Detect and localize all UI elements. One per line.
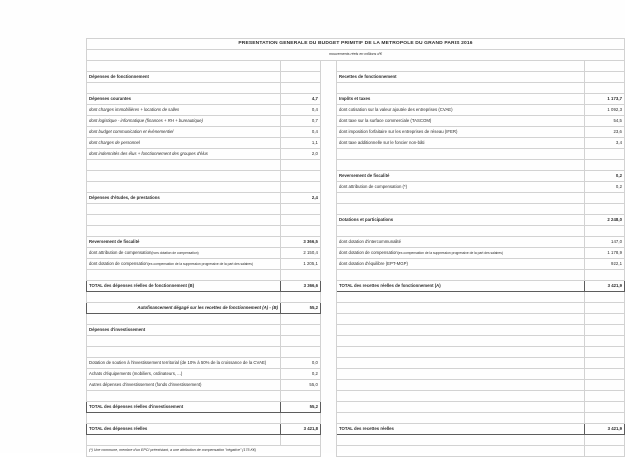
blank-row (87, 83, 625, 94)
spacer-cell (321, 127, 337, 138)
spacer-cell (321, 292, 337, 303)
row-label: Dépenses courantes (87, 94, 281, 105)
blank-row (87, 391, 625, 402)
blank-cell (281, 391, 321, 402)
row-label: dont dotation de compensation (89, 260, 148, 266)
blank-cell (87, 171, 281, 182)
row-label: dont budget communication et évènementiel (87, 127, 281, 138)
blank-cell (337, 347, 585, 358)
blank-cell (281, 325, 321, 336)
blank-cell (87, 336, 281, 347)
blank-cell (337, 193, 585, 204)
left-total-investment-value: 55,2 (281, 402, 321, 413)
blank-row (87, 336, 625, 347)
spacer-cell (321, 380, 337, 391)
blank-cell (337, 446, 585, 457)
blank-row (87, 226, 625, 237)
row-note: (hors dotation de compensation) (151, 250, 199, 255)
blank-cell (281, 226, 321, 237)
blank-cell (585, 435, 625, 446)
blank-cell (281, 83, 321, 94)
row-label: dont taxe sur la surface commerciale (TASCOM) (337, 116, 585, 127)
row-label: dont attribution de compensation (*) (337, 182, 585, 193)
table-row (87, 259, 625, 270)
row-value: 1,1 (281, 138, 321, 149)
spacer-cell (321, 61, 337, 72)
spacer-cell (321, 391, 337, 402)
blank-cell (337, 369, 585, 380)
table-row (87, 237, 625, 248)
blank-cell (585, 380, 625, 391)
row-value: 0,2 (585, 182, 625, 193)
blank-cell (337, 402, 585, 413)
blank-cell (585, 226, 625, 237)
table-row (87, 127, 625, 138)
row-label: Achats d'équipements (mobiliers, ordinateurs, ...) (87, 369, 281, 380)
row-value: 0,7 (281, 116, 321, 127)
row-label: Dépenses d'études, de prestations (87, 193, 281, 204)
selffinancing-row (87, 303, 625, 314)
blank-cell (585, 402, 625, 413)
blank-cell (337, 325, 585, 336)
blank-cell (87, 83, 281, 94)
left-total-functioning-label: TOTAL des dépenses réelles de fonctionnement (B) (87, 281, 281, 292)
blank-cell (585, 292, 625, 303)
blank-cell (337, 61, 585, 72)
blank-cell (281, 72, 321, 83)
left-section-investment: Dépenses d'investissement (87, 325, 281, 336)
table-row (87, 182, 625, 193)
blank-cell (337, 292, 585, 303)
row-value: 2,4 (281, 193, 321, 204)
blank-cell (585, 72, 625, 83)
row-label: dont attribution de compensation (89, 249, 152, 255)
right-section-functioning: Recettes de fonctionnement (337, 72, 585, 83)
section-investment-row (87, 325, 625, 336)
blank-row (87, 314, 625, 325)
subtitle-row (87, 50, 625, 61)
blank-cell (87, 347, 281, 358)
spacer-cell (321, 215, 337, 226)
table-row (87, 369, 625, 380)
blank-cell (337, 226, 585, 237)
blank-row (87, 413, 625, 424)
blank-cell (281, 314, 321, 325)
spacer-cell (321, 435, 337, 446)
blank-cell (281, 292, 321, 303)
blank-cell (585, 413, 625, 424)
spacer-cell (321, 94, 337, 105)
blank-cell (585, 347, 625, 358)
blank-cell (585, 391, 625, 402)
blank-row (87, 61, 625, 72)
left-total-value: 3 421,8 (281, 424, 321, 435)
table-row (87, 358, 625, 369)
spacer-cell (321, 72, 337, 83)
blank-cell (337, 204, 585, 215)
spacer-cell (321, 325, 337, 336)
spacer-cell (321, 259, 337, 270)
blank-cell (281, 160, 321, 171)
blank-cell (337, 358, 585, 369)
blank-cell (87, 160, 281, 171)
blank-cell (87, 270, 281, 281)
row-value: 0,2 (585, 171, 625, 182)
row-value: 2 248,0 (585, 215, 625, 226)
blank-cell (585, 83, 625, 94)
row-value: 1 092,3 (585, 105, 625, 116)
document-subtitle: mouvements réels en millions d'€ (87, 50, 625, 61)
blank-cell (87, 215, 281, 226)
blank-row (87, 270, 625, 281)
blank-cell (585, 149, 625, 160)
right-total-value: 3 421,9 (585, 424, 625, 435)
row-note: (ex-compensation de la suppression progressive de la part des salaires) (147, 261, 253, 266)
row-value: 0,0 (281, 358, 321, 369)
spacer-cell (321, 248, 337, 259)
row-label: dont indemnités des élus + fonctionnement des groupes d'élus (87, 149, 281, 160)
spacer-cell (321, 105, 337, 116)
row-note: (ex-compensation de la suppression progressive de la part des salaires) (397, 250, 503, 255)
row-value: 23,6 (585, 127, 625, 138)
row-value: 54,5 (585, 116, 625, 127)
spacer-cell (321, 237, 337, 248)
table-row (87, 105, 625, 116)
row-label: dont dotation d'équilibre (EPT-MGP) (337, 259, 585, 270)
row-label-composite (87, 248, 281, 259)
blank-cell (87, 61, 281, 72)
row-label-composite (87, 259, 281, 270)
table-row (87, 248, 625, 259)
spacer-cell (321, 424, 337, 435)
left-section-functioning: Dépenses de fonctionnement (87, 72, 281, 83)
row-value: 1 205,1 (281, 259, 321, 270)
blank-cell (585, 336, 625, 347)
blank-cell (87, 435, 281, 446)
row-value: 3,4 (585, 138, 625, 149)
left-total-functioning-value: 3 366,6 (281, 281, 321, 292)
row-label: dont dotation de compensation (339, 249, 398, 255)
selffinancing-value: 55,2 (281, 303, 321, 314)
blank-cell (281, 215, 321, 226)
blank-cell (585, 193, 625, 204)
row-label: Impôts et taxes (337, 94, 585, 105)
spacer-cell (321, 83, 337, 94)
row-value: 0,4 (281, 105, 321, 116)
row-label: dont cotisation sur la valeur ajoutée des entreprises (CVAE) (337, 105, 585, 116)
blank-cell (337, 160, 585, 171)
blank-cell (585, 270, 625, 281)
table-row (87, 138, 625, 149)
blank-cell (281, 435, 321, 446)
blank-cell (585, 314, 625, 325)
blank-cell (585, 358, 625, 369)
blank-cell (337, 149, 585, 160)
blank-cell (337, 435, 585, 446)
spacer-cell (321, 171, 337, 182)
spacer-cell (321, 270, 337, 281)
blank-row (87, 292, 625, 303)
row-value: 2 150,4 (281, 248, 321, 259)
table-row (87, 116, 625, 127)
row-label-composite (337, 248, 585, 259)
blank-cell (281, 61, 321, 72)
blank-cell (337, 391, 585, 402)
spacer-cell (321, 149, 337, 160)
blank-cell (87, 292, 281, 303)
row-label: Reversement de fiscalité (337, 171, 585, 182)
row-label: dont imposition forfaitaire sur les entreprises de réseau (IFER) (337, 127, 585, 138)
blank-cell (585, 446, 625, 457)
blank-cell (87, 226, 281, 237)
blank-cell (337, 413, 585, 424)
blank-row (87, 347, 625, 358)
row-value: 4,7 (281, 94, 321, 105)
footnote-text: (*) Une commune, membre d'un EPCI préexistant, a une attribution de compensation "négative" (175 K€) (87, 446, 321, 457)
blank-cell (337, 314, 585, 325)
right-total-functioning-label: TOTAL des recettes réelles de fonctionnement (A) (337, 281, 585, 292)
title-row (87, 39, 625, 50)
blank-cell (585, 325, 625, 336)
spacer-cell (321, 204, 337, 215)
table-row (87, 215, 625, 226)
budget-table (86, 38, 625, 457)
blank-cell (585, 369, 625, 380)
blank-cell (281, 413, 321, 424)
blank-cell (87, 391, 281, 402)
row-value: 1 178,9 (585, 248, 625, 259)
spacer-cell (321, 226, 337, 237)
blank-cell (281, 171, 321, 182)
blank-cell (87, 182, 281, 193)
blank-cell (585, 303, 625, 314)
row-value: 55,0 (281, 380, 321, 391)
table-row (87, 193, 625, 204)
blank-cell (281, 182, 321, 193)
spacer-cell (321, 446, 337, 457)
spacer-cell (321, 160, 337, 171)
table-row (87, 149, 625, 160)
spacer-cell (321, 358, 337, 369)
row-label: Dotations et participations (337, 215, 585, 226)
blank-cell (87, 314, 281, 325)
blank-cell (585, 61, 625, 72)
grand-total-row (87, 424, 625, 435)
left-total-investment-label: TOTAL des dépenses réelles d'investissement (87, 402, 281, 413)
table-row (87, 171, 625, 182)
spacer-cell (321, 138, 337, 149)
blank-cell (337, 270, 585, 281)
blank-cell (585, 160, 625, 171)
section-header-row (87, 72, 625, 83)
blank-row (87, 160, 625, 171)
spacer-cell (321, 336, 337, 347)
document-title: PRESENTATION GENERALE DU BUDGET PRIMITIF DE LA METROPOLE DU GRAND PARIS 2016 (87, 39, 625, 50)
row-value: 0,2 (281, 369, 321, 380)
blank-cell (585, 204, 625, 215)
blank-cell (337, 336, 585, 347)
row-value: 147,0 (585, 237, 625, 248)
selffinancing-label: Autofinancement dégagé sur les recettes de fonctionnement (A) - (B) (87, 303, 281, 314)
right-total-functioning-value: 3 421,9 (585, 281, 625, 292)
row-label: dont charges immobilières + locations de salles (87, 105, 281, 116)
spacer-cell (321, 281, 337, 292)
total-investment-row (87, 402, 625, 413)
blank-cell (337, 303, 585, 314)
blank-cell (281, 204, 321, 215)
row-label: dont dotation d'intercommunalité (337, 237, 585, 248)
left-total-label: TOTAL des dépenses réelles (87, 424, 281, 435)
row-label: Autres dépenses d'investissement (fonds d'investissement) (87, 380, 281, 391)
row-label: dont logistique - informatique (finances + RH + bureautique) (87, 116, 281, 127)
row-value: 0,4 (281, 127, 321, 138)
blank-cell (281, 270, 321, 281)
table-row (87, 94, 625, 105)
spacer-cell (321, 369, 337, 380)
blank-cell (281, 347, 321, 358)
row-label: Dotation de soutien à l'investissement territorial (de 10% à 50% de la croissance de la CVAE) (87, 358, 281, 369)
row-value: 2,0 (281, 149, 321, 160)
footnote-row (87, 446, 625, 457)
budget-table-sheet (86, 38, 624, 453)
table-row (87, 380, 625, 391)
spacer-cell (321, 116, 337, 127)
blank-cell (337, 83, 585, 94)
blank-cell (87, 413, 281, 424)
blank-cell (87, 204, 281, 215)
spacer-cell (321, 303, 337, 314)
spacer-cell (321, 193, 337, 204)
row-value: 3 366,5 (281, 237, 321, 248)
blank-cell (337, 380, 585, 391)
row-value: 922,1 (585, 259, 625, 270)
row-label: dont charges de personnel (87, 138, 281, 149)
spacer-cell (321, 182, 337, 193)
spacer-cell (321, 314, 337, 325)
spacer-cell (321, 347, 337, 358)
spacer-cell (321, 402, 337, 413)
blank-cell (281, 336, 321, 347)
right-total-label: TOTAL des recettes réelles (337, 424, 585, 435)
spacer-cell (321, 413, 337, 424)
blank-row (87, 435, 625, 446)
blank-row (87, 204, 625, 215)
row-label: Reversement de fiscalité (87, 237, 281, 248)
row-value: 1 173,7 (585, 94, 625, 105)
total-functioning-row (87, 281, 625, 292)
row-label: dont taxe additionnelle sur le foncier non-bâti (337, 138, 585, 149)
